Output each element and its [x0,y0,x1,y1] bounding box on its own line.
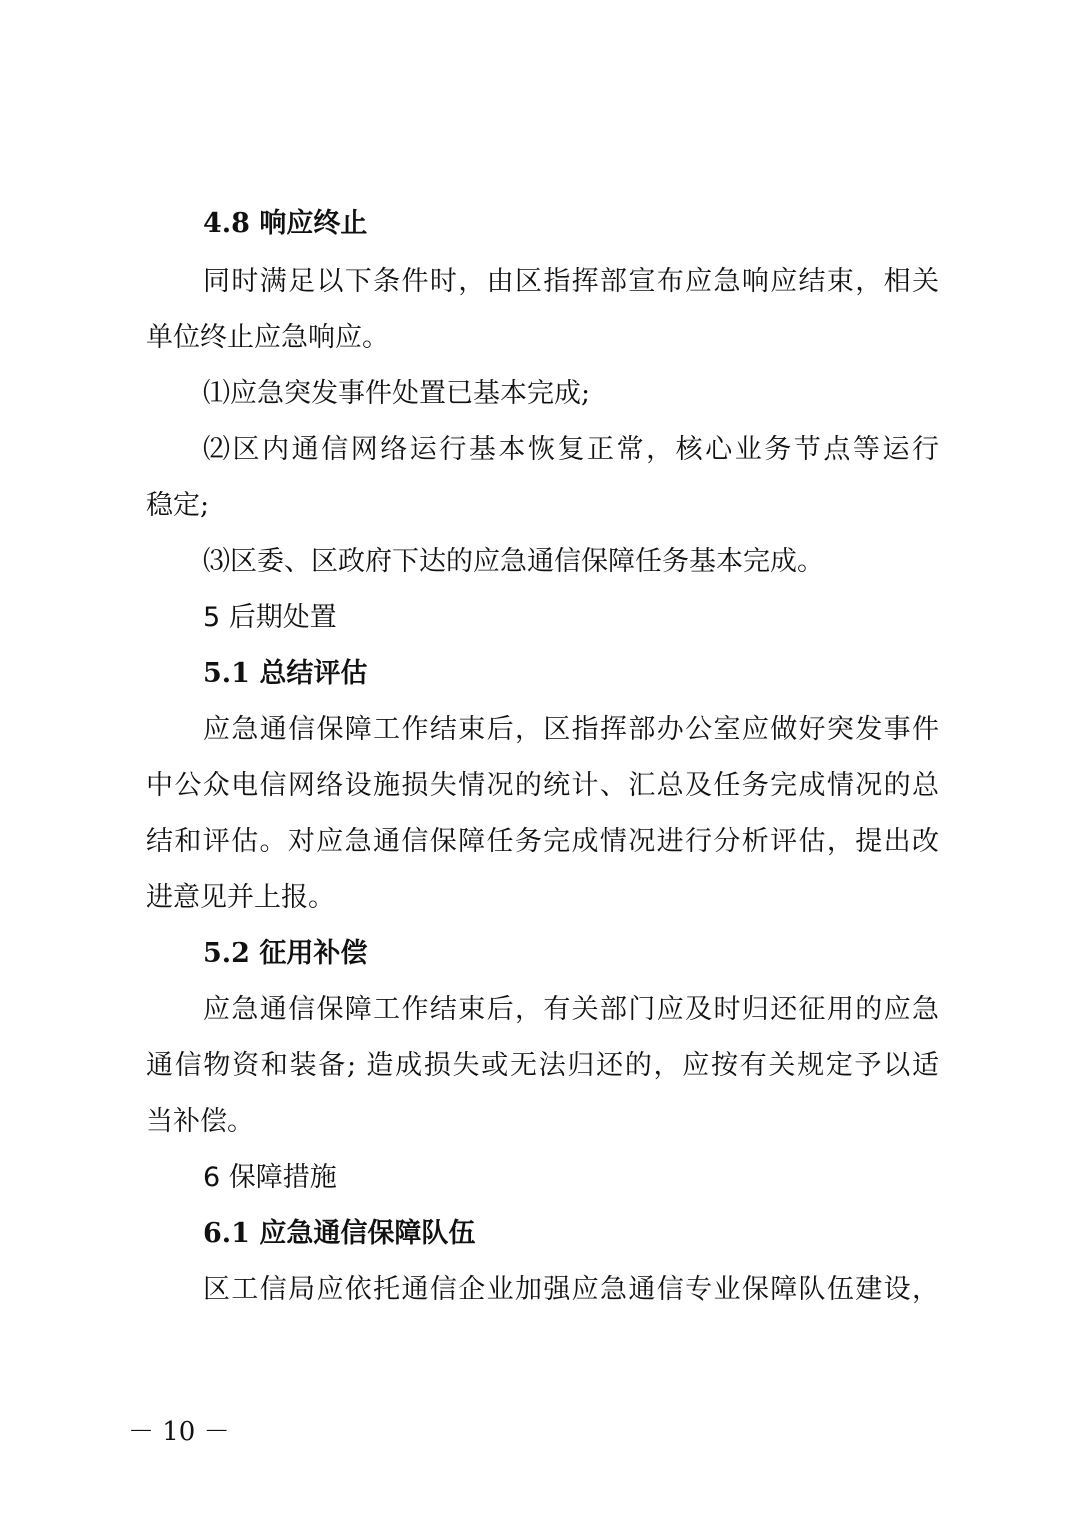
paragraph-line: 通信物资和装备; 造成损失或无法归还的，应按有关规定予以适 [146,1050,939,1081]
list-item: ⑶区委、区政府下达的应急通信保障任务基本完成。 [203,546,824,577]
paragraph-line: 中公众电信网络设施损失情况的统计、汇总及任务完成情况的总 [146,770,939,801]
section-heading-5-1: 5.1 总结评估 [203,658,368,689]
list-item: ⑴应急突发事件处置已基本完成; [203,378,591,409]
paragraph-line: 单位终止应急响应。 [146,322,389,353]
section-heading-5: 5 后期处置 [203,602,337,633]
section-heading-5-2: 5.2 征用补偿 [203,938,368,969]
section-heading-6-1: 6.1 应急通信保障队伍 [203,1218,476,1249]
paragraph-line: 结和评估。对应急通信保障任务完成情况进行分析评估，提出改 [146,826,939,857]
paragraph-line: 应急通信保障工作结束后，区指挥部办公室应做好突发事件 [203,714,939,745]
page-number: － 10 － [128,1417,230,1447]
paragraph-line: 区工信局应依托通信企业加强应急通信专业保障队伍建设， [203,1274,939,1305]
list-item: ⑵区内通信网络运行基本恢复正常，核心业务节点等运行 [203,434,939,465]
paragraph-line: 当补偿。 [146,1106,254,1137]
section-heading-4-8: 4.8 响应终止 [203,208,368,239]
paragraph-line: 应急通信保障工作结束后，有关部门应及时归还征用的应急 [203,994,939,1025]
paragraph-line: 同时满足以下条件时，由区指挥部宣布应急响应结束，相关 [203,266,939,297]
paragraph-line: 稳定; [146,490,210,521]
section-heading-6: 6 保障措施 [203,1162,337,1193]
paragraph-line: 进意见并上报。 [146,882,335,913]
